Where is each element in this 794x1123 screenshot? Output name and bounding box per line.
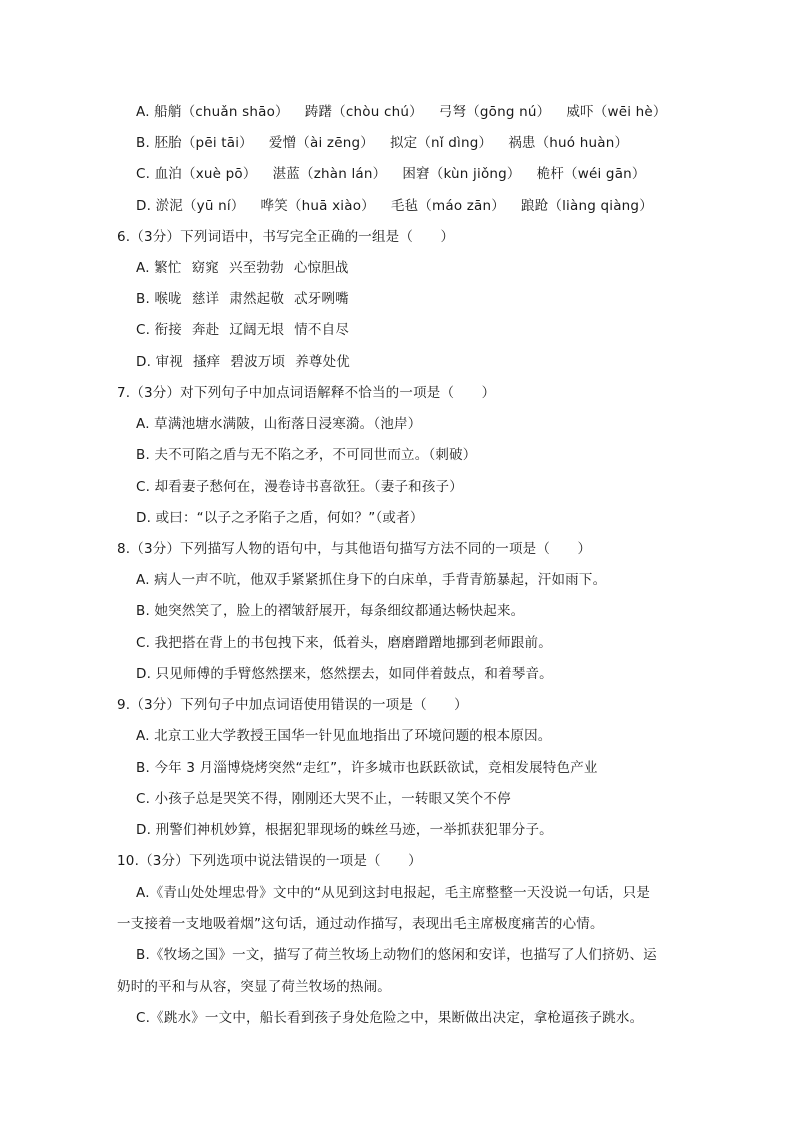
q6-stem: 6.（3分）下列词语中，书写完全正确的一组是（ ） — [117, 229, 455, 245]
q7-option-c: C. 却看妻子愁何在，漫卷诗书喜欲狂。（妻子和孩子） — [136, 479, 463, 495]
q5-a-item-4: 威吓（wēi hè） — [566, 104, 667, 120]
q6-c-word-4: 情不自尽 — [294, 322, 350, 338]
q6-option-d — [136, 352, 350, 372]
q8-option-b: B. 她突然笑了，脸上的褶皱舒展开，每条细纹都通达畅快起来。 — [136, 603, 525, 619]
q6-a-word-4: 心惊胆战 — [293, 260, 349, 276]
q9-option-c: C. 小孩子总是哭笑不得，刚刚还大哭不止，一转眼又笑个不停 — [136, 791, 511, 807]
q6-b-word-1: B. 喉咙 — [136, 291, 182, 307]
q10-option-b-line-1: B.《牧场之国》一文，描写了荷兰牧场上动物们的悠闲和安详，也描写了人们挤奶、运 — [136, 947, 657, 963]
q5-option-b — [136, 133, 628, 153]
q10-option-a-line-2: 一支接着一支地吸着烟”这句话，通过动作描写，表现出毛主席极度痛苦的心情。 — [117, 916, 604, 932]
q6-d-word-4: 养尊处优 — [295, 354, 351, 370]
q5-a-item-1: A. 船艄（chuǎn shāo） — [136, 104, 289, 120]
q5-d-item-2: 哗笑（huā xiào） — [260, 198, 375, 214]
q5-b-item-2: 爱憎（ài zēng） — [268, 135, 374, 151]
q5-b-item-4: 祸患（huó huàn） — [508, 135, 629, 151]
q10-option-c-line-1: C.《跳水》一文中，船长看到孩子身处危险之中，果断做出决定，拿枪逼孩子跳水。 — [136, 1010, 644, 1026]
q6-c-word-1: C. 衔接 — [136, 322, 183, 338]
q5-b-item-1: B. 胚胎（pēi tāi） — [136, 135, 253, 151]
q7-option-d: D. 或曰：“以子之矛陷子之盾，何如？”（或者） — [136, 510, 424, 526]
q5-d-item-1: D. 淤泥（yū ní） — [136, 198, 245, 214]
q8-option-a: A. 病人一声不吭，他双手紧紧抓住身下的白床单，手背青筋暴起，汗如雨下。 — [136, 572, 607, 588]
q5-option-d — [136, 196, 653, 216]
q5-c-item-3: 困窘（kùn jiǒng） — [402, 166, 521, 182]
q10-option-a-line-1: A.《青山处处埋忠骨》文中的“从见到这封电报起，毛主席整整一天没说一句话，只是 — [136, 885, 651, 901]
q8-option-c: C. 我把搭在背上的书包拽下来，低着头，磨磨蹭蹭地挪到老师跟前。 — [136, 635, 552, 651]
q6-a-word-3: 兴至勃勃 — [229, 260, 284, 276]
q5-a-item-2: 踌躇（chòu chú） — [304, 104, 423, 120]
q6-b-word-2: 慈详 — [191, 291, 220, 307]
q6-b-word-3: 肃然起敬 — [229, 291, 285, 307]
q9-option-d: D. 刑警们神机妙算，根据犯罪现场的蛛丝马迹，一举抓获犯罪分子。 — [136, 822, 553, 838]
q7-option-a: A. 草满池塘水满陂，山衔落日浸寒漪。（池岸） — [136, 416, 422, 432]
q5-c-item-4: 桅杆（wéi gān） — [536, 166, 646, 182]
q10-stem: 10.（3分）下列选项中说法错误的一项是（ ） — [117, 853, 422, 869]
q7-stem: 7.（3分）对下列句子中加点词语解释不恰当的一项是（ ） — [117, 385, 496, 401]
q8-stem: 8.（3分）下列描写人物的语句中，与其他语句描写方法不同的一项是（ ） — [117, 541, 592, 557]
q7-option-b: B. 夫不可陷之盾与无不陷之矛，不可同世而立。（刺破） — [136, 447, 477, 463]
q5-c-item-1: C. 血泊（xuè pō） — [136, 166, 257, 182]
q6-a-word-1: A. 繁忙 — [136, 260, 182, 276]
q6-c-word-3: 辽阔无垠 — [229, 322, 285, 338]
q9-option-b: B. 今年 3 月淄博烧烤突然“走红”，许多城市也跃跃欲试，竞相发展特色产业 — [136, 760, 598, 776]
q6-option-b — [136, 289, 349, 309]
q8-option-d: D. 只见师傅的手臂悠然摆来，悠然摆去，如同伴着鼓点，和着琴音。 — [136, 666, 553, 682]
q9-stem: 9.（3分）下列句子中加点词语使用错误的一项是（ ） — [117, 697, 468, 713]
q6-a-word-2: 窈窕 — [191, 260, 219, 276]
q9-option-a: A. 北京工业大学教授王国华一针见血地指出了环境问题的根本原因。 — [136, 728, 552, 744]
q5-b-item-3: 拟定（nǐ dìng） — [389, 135, 493, 151]
q6-b-word-4: 忒牙咧嘴 — [294, 291, 349, 307]
q5-c-item-2: 湛蓝（zhàn lán） — [272, 166, 387, 182]
q5-option-c — [136, 164, 646, 184]
q6-d-word-2: 搔痒 — [192, 354, 221, 370]
q6-d-word-3: 碧波万顷 — [230, 354, 286, 370]
q5-option-a — [136, 102, 667, 122]
q5-d-item-4: 踉跄（liàng qiàng） — [520, 198, 653, 214]
q6-d-word-1: D. 审视 — [136, 354, 183, 370]
q6-c-word-2: 奔赴 — [192, 322, 220, 338]
q5-a-item-3: 弓弩（gōng nú） — [438, 104, 551, 120]
q6-option-a — [136, 258, 349, 278]
q5-d-item-3: 毛毡（máo zān） — [390, 198, 505, 214]
q10-option-b-line-2: 奶时的平和与从容，突显了荷兰牧场的热闹。 — [117, 979, 391, 995]
q6-option-c — [136, 320, 349, 340]
